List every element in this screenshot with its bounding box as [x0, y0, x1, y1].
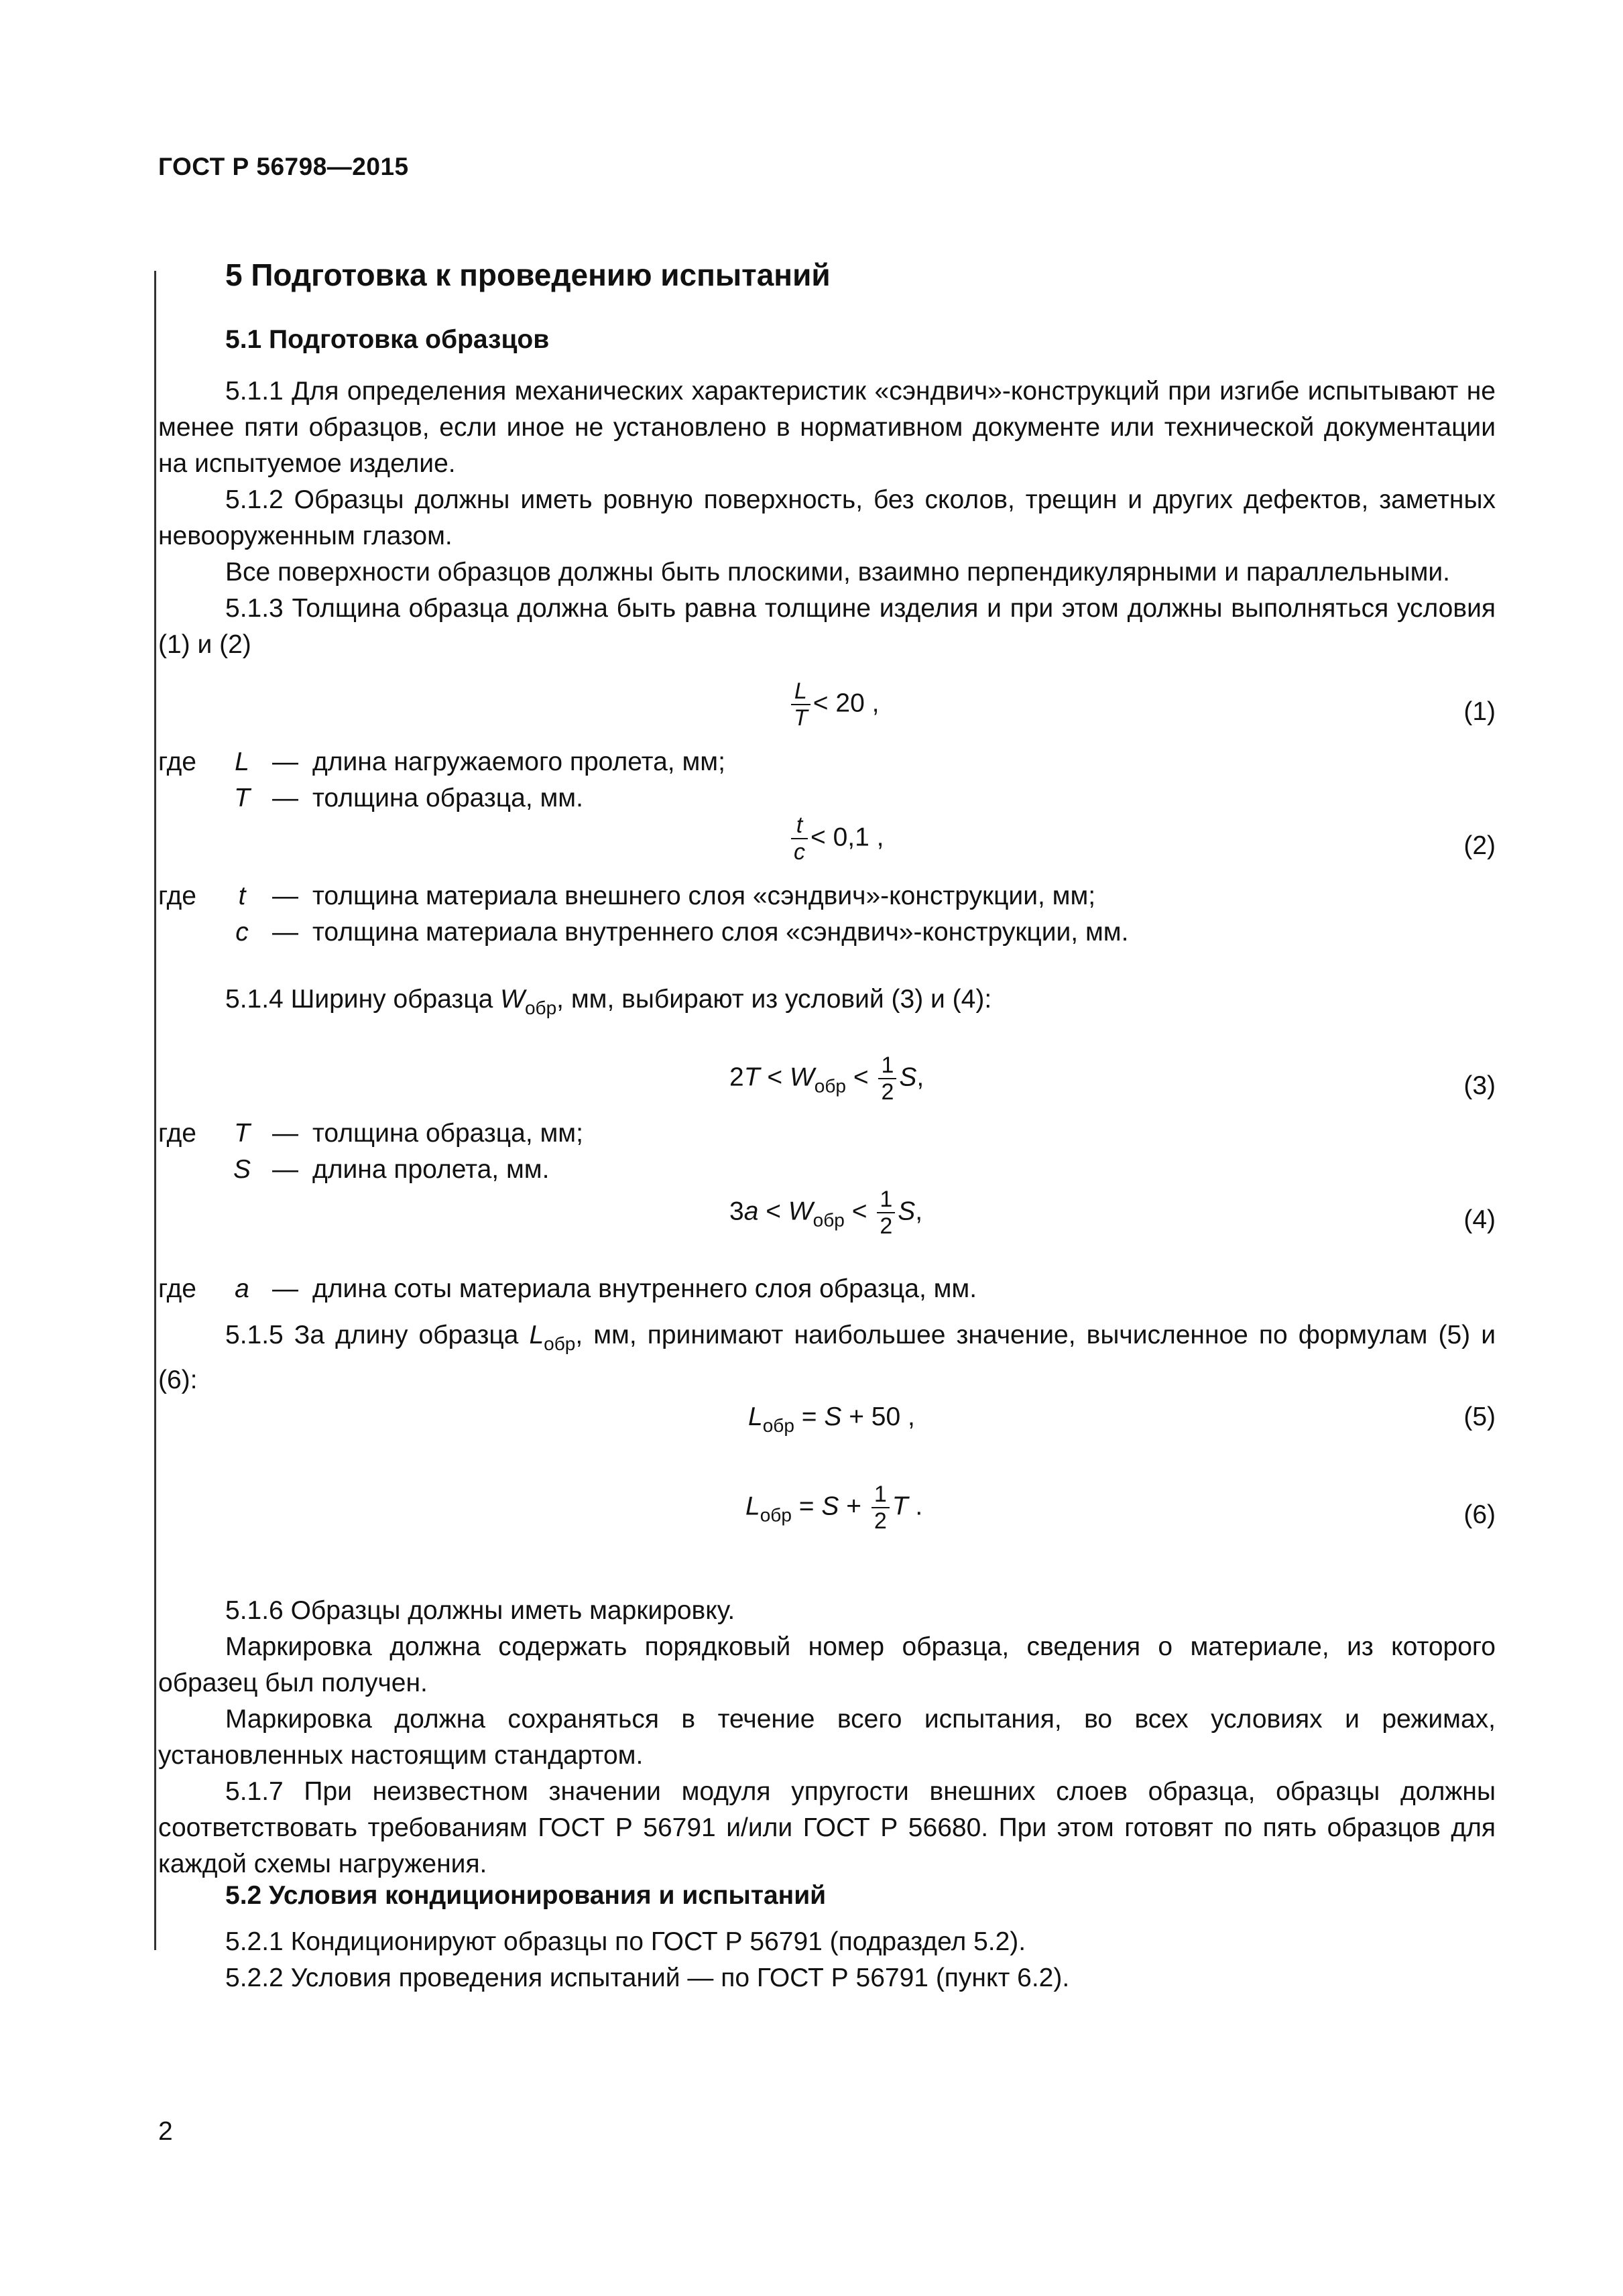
where-symbol: a: [235, 1274, 249, 1303]
eq3-coef: 2: [729, 1063, 744, 1092]
eq5-sub: обр: [762, 1415, 794, 1436]
eq6-fraction: [871, 1482, 890, 1534]
eq5-l: L: [748, 1402, 763, 1431]
eq3-denominator: 2: [881, 1079, 894, 1105]
equation-5-expr: [748, 1402, 915, 1437]
eq3-lt: <: [760, 1063, 790, 1092]
eq3-numerator: 1: [878, 1052, 896, 1079]
p514-symbol: W: [500, 985, 525, 1014]
where-symbol: c: [235, 918, 249, 947]
where-desc: толщина материала внутреннего слоя «сэндвич»-конструкции, мм.: [312, 918, 1129, 947]
page-number: 2: [158, 2117, 173, 2146]
eq6-numerator: 1: [871, 1482, 890, 1508]
paragraph-5-1-1: 5.1.1 Для определения механических характеристик «сэндвич»-конструкций при изгибе испытывают не менее пяти образцов, если иное не установлено в нормативном документе или технической документации на испытуемое изделие.: [158, 377, 1496, 478]
where-symbol: T: [234, 1119, 250, 1148]
revision-bar: [154, 271, 156, 1950]
eq3-left-symbol: T: [743, 1063, 760, 1092]
eq4-fraction: [877, 1187, 895, 1239]
where-dash: —: [272, 1119, 298, 1148]
p514-before: 5.1.4 Ширину образца: [225, 985, 501, 1014]
paragraph-5-1-6-c: Маркировка должна сохраняться в течение всего испытания, во всех условиях и режимах, установленных настоящим стандартом.: [158, 1705, 1496, 1770]
paragraph-5-1-6: 5.1.6 Образцы должны иметь маркировку.: [225, 1596, 735, 1625]
eq1-numerator: L: [791, 678, 810, 705]
paragraph-5-2-2: 5.2.2 Условия проведения испытаний — по ГОСТ Р 56791 (пункт 6.2).: [225, 1963, 1070, 1992]
subsection-title-5-1: 5.1 Подготовка образцов: [225, 325, 550, 354]
where-row: [158, 744, 725, 780]
where-row: [158, 878, 1128, 914]
paragraph-5-1-4: [158, 981, 1496, 1026]
where-row: [158, 1152, 583, 1188]
eq5-equals: =: [794, 1402, 825, 1431]
equation-6-number: (6): [1463, 1500, 1496, 1529]
text-block-5-2: [158, 1924, 1496, 1996]
where-dash: —: [272, 882, 298, 910]
paragraph-5-1-2-b: Все поверхности образцов должны быть плоскими, взаимно перпендикулярными и параллельными.: [225, 558, 1451, 587]
p515-symbol: L: [529, 1321, 544, 1349]
eq3-end: ,: [916, 1063, 924, 1092]
eq4-numerator: 1: [877, 1187, 895, 1213]
text-block-5-1-1: [158, 373, 1496, 663]
paragraph-5-1-7: 5.1.7 При неизвестном значении модуля упругости внешних слоев образца, образцы должны соответствовать требованиям ГОСТ Р 56791 и/или ГОСТ Р 56680. При этом готовят по пять образцов для каждой схемы нагружения.: [158, 1777, 1496, 1878]
eq6-end: .: [908, 1492, 923, 1521]
eq4-sub: обр: [813, 1209, 845, 1231]
where-symbol: t: [238, 882, 246, 910]
eq6-l: L: [745, 1492, 760, 1521]
eq4-coef: 3: [729, 1197, 744, 1226]
eq6-sub: обр: [760, 1504, 792, 1526]
where-dash: —: [272, 747, 298, 776]
where-lead: [158, 914, 212, 951]
eq6-plus: +: [839, 1492, 869, 1521]
where-lead: где: [158, 747, 196, 776]
eq4-s: S: [898, 1197, 916, 1226]
where-block-1: [158, 744, 725, 817]
where-row: [158, 1271, 977, 1307]
p514-after: , мм, выбирают из условий (3) и (4):: [556, 985, 992, 1014]
where-desc: длина соты материала внутреннего слоя образца, мм.: [312, 1274, 977, 1303]
where-row: [158, 780, 725, 817]
equation-5-number: (5): [1463, 1402, 1496, 1431]
eq3-w: W: [789, 1063, 815, 1092]
paragraph-5-1-5: [158, 1317, 1496, 1398]
where-lead: где: [158, 882, 196, 910]
eq6-t: T: [892, 1492, 908, 1521]
where-symbol: L: [235, 747, 249, 776]
eq4-w: W: [788, 1197, 813, 1226]
where-dash: —: [272, 918, 298, 947]
equation-3-number: (3): [1463, 1071, 1496, 1100]
eq1-rest: < 20 ,: [813, 688, 880, 718]
where-row: [158, 1115, 583, 1152]
eq5-s: S: [824, 1402, 842, 1431]
equation-3-expr: [729, 1052, 924, 1105]
where-desc: толщина образца, мм.: [312, 784, 583, 812]
equation-4-expr: [729, 1187, 922, 1239]
paragraph-5-2-1: 5.2.1 Кондиционируют образцы по ГОСТ Р 56791 (подраздел 5.2).: [225, 1927, 1026, 1956]
equation-1-expr: [788, 678, 879, 731]
where-desc: толщина образца, мм;: [312, 1119, 583, 1148]
eq4-left-symbol: a: [743, 1197, 759, 1226]
equation-4-number: (4): [1463, 1205, 1496, 1234]
where-lead: где: [158, 1274, 196, 1303]
eq3-fraction: [878, 1052, 896, 1105]
equation-2-expr: [788, 812, 884, 865]
eq4-denominator: 2: [880, 1213, 893, 1239]
where-lead: где: [158, 1119, 196, 1148]
text-block-5-1-5: [158, 1317, 1496, 1398]
eq3-sub: обр: [814, 1075, 846, 1097]
paragraph-5-1-2: 5.1.2 Образцы должны иметь ровную поверхность, без сколов, трещин и других дефектов, заметных невооруженным глазом.: [158, 485, 1496, 550]
where-dash: —: [272, 1274, 298, 1303]
standard-header: ГОСТ Р 56798—2015: [158, 153, 409, 180]
where-row: [158, 914, 1128, 951]
where-block-4: [158, 1271, 977, 1307]
where-dash: —: [272, 1155, 298, 1184]
section-title: 5 Подготовка к проведению испытаний: [225, 257, 831, 292]
where-symbol: T: [234, 784, 250, 812]
equation-6-expr: [745, 1482, 922, 1534]
eq4-lt: <: [758, 1197, 788, 1226]
text-block-5-1-6: [158, 1593, 1496, 1882]
eq6-s: S: [821, 1492, 839, 1521]
eq3-s: S: [899, 1063, 917, 1092]
p515-after: , мм, принимают наибольшее значение, вычисленное по формулам (5) и (6):: [158, 1321, 1496, 1394]
eq2-denominator: c: [794, 839, 805, 865]
eq4-lt2: <: [844, 1197, 875, 1226]
text-block-5-1-4: [158, 981, 1496, 1026]
subsection-title-5-2: 5.2 Условия кондиционирования и испытаний: [225, 1881, 827, 1910]
where-desc: длина пролета, мм.: [312, 1155, 550, 1184]
eq6-equals: =: [791, 1492, 822, 1521]
equation-1-fraction: [791, 678, 810, 731]
where-symbol: S: [233, 1155, 251, 1184]
p515-subscript: обр: [544, 1333, 576, 1354]
eq4-end: ,: [915, 1197, 923, 1226]
where-lead: [158, 780, 212, 817]
equation-2-fraction: [791, 812, 808, 865]
eq6-denominator: 2: [874, 1508, 887, 1534]
where-desc: толщина материала внешнего слоя «сэндвич»-конструкции, мм;: [312, 882, 1096, 910]
where-block-2: [158, 878, 1128, 951]
where-dash: —: [272, 784, 298, 812]
where-desc: длина нагружаемого пролета, мм;: [312, 747, 725, 776]
eq2-numerator: t: [791, 812, 808, 839]
where-lead: [158, 1152, 212, 1188]
p514-subscript: обр: [524, 998, 557, 1018]
equation-1-number: (1): [1463, 697, 1496, 726]
eq2-rest: < 0,1 ,: [810, 823, 884, 852]
paragraph-5-1-3: 5.1.3 Толщина образца должна быть равна толщине изделия и при этом должны выполняться условия (1) и (2): [158, 594, 1496, 659]
where-block-3: [158, 1115, 583, 1188]
paragraph-5-1-6-b: Маркировка должна содержать порядковый номер образца, сведения о материале, из которого образец был получен.: [158, 1632, 1496, 1697]
p515-before: 5.1.5 За длину образца: [225, 1321, 530, 1349]
equation-2-number: (2): [1463, 831, 1496, 860]
eq1-denominator: T: [794, 705, 808, 731]
eq5-rest: + 50 ,: [841, 1402, 915, 1431]
eq3-lt2: <: [845, 1063, 876, 1092]
